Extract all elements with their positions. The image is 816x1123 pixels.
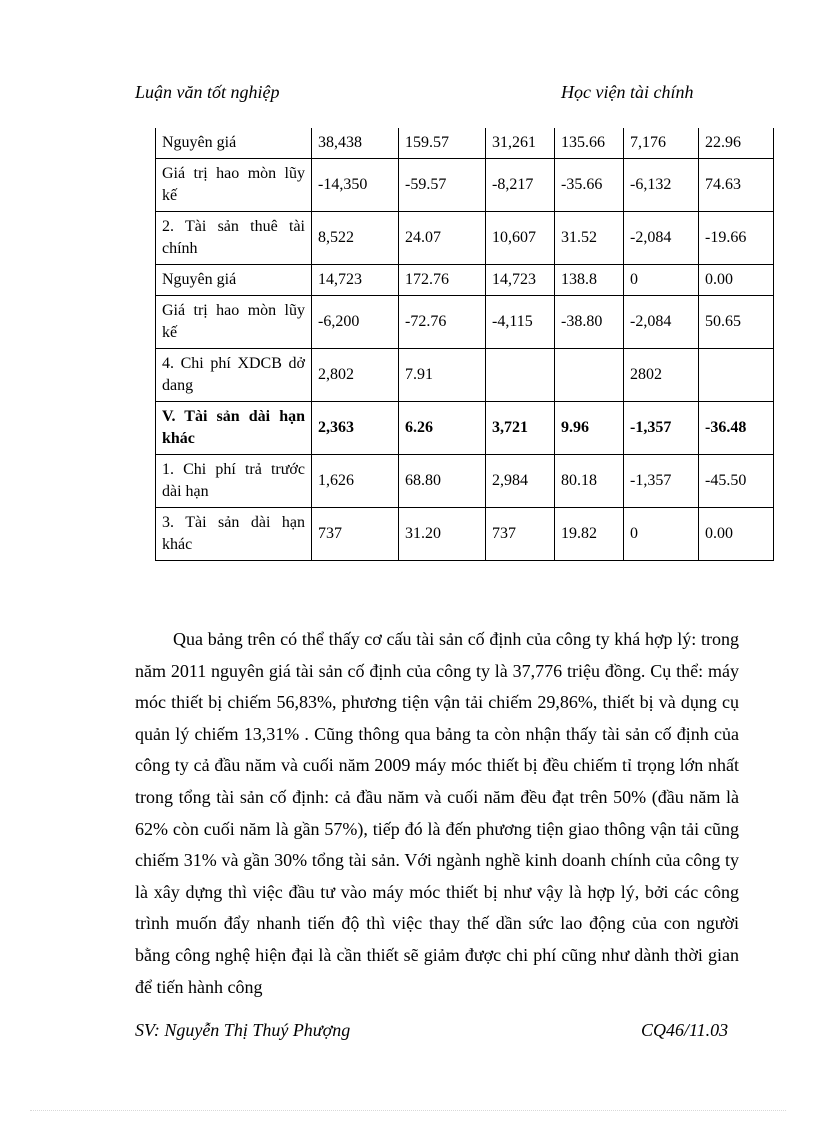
table-cell: -72.76 [399, 296, 486, 349]
table-cell: -6,200 [312, 296, 399, 349]
table-cell: 737 [312, 508, 399, 561]
table-cell: -45.50 [699, 455, 774, 508]
table-cell: 2802 [624, 349, 699, 402]
table-cell: 0 [624, 265, 699, 296]
row-label: V. Tài sản dài hạn khác [156, 402, 312, 455]
table-cell: 138.8 [555, 265, 624, 296]
table-cell: 1,626 [312, 455, 399, 508]
table-cell: 8,522 [312, 212, 399, 265]
table-cell: 6.26 [399, 402, 486, 455]
table-cell: -1,357 [624, 455, 699, 508]
table-cell: -1,357 [624, 402, 699, 455]
footer-student-name: SV: Nguyễn Thị Thuý Phượng [135, 1020, 351, 1040]
table-cell: 135.66 [555, 128, 624, 159]
table-cell: 0 [624, 508, 699, 561]
header-institution: Học viện tài chính [561, 82, 694, 102]
table-row [156, 265, 774, 296]
row-label: 2. Tài sản thuê tài chính [156, 212, 312, 265]
table-cell: 24.07 [399, 212, 486, 265]
row-label: 1. Chi phí trả trước dài hạn [156, 455, 312, 508]
table-row [156, 296, 774, 349]
table-cell: 0.00 [699, 265, 774, 296]
table-cell [699, 349, 774, 402]
row-label: Giá trị hao mòn lũy kế [156, 296, 312, 349]
table-cell: 7,176 [624, 128, 699, 159]
asset-table [155, 128, 774, 561]
table-cell: -6,132 [624, 159, 699, 212]
table-cell: -2,084 [624, 296, 699, 349]
row-label: Nguyên giá [156, 265, 312, 296]
page-bottom-divider [30, 1110, 786, 1111]
table-cell: -2,084 [624, 212, 699, 265]
table-cell: -4,115 [486, 296, 555, 349]
footer-class-code: CQ46/11.03 [641, 1020, 729, 1040]
table-row [156, 212, 774, 265]
table-cell: -59.57 [399, 159, 486, 212]
table-cell: 172.76 [399, 265, 486, 296]
row-label: Nguyên giá [156, 128, 312, 159]
table-row [156, 455, 774, 508]
table-cell [486, 349, 555, 402]
header-thesis-title: Luận văn tốt nghiệp [135, 82, 280, 102]
table-cell: 9.96 [555, 402, 624, 455]
table-cell: 159.57 [399, 128, 486, 159]
table-row [156, 128, 774, 159]
table-cell: -14,350 [312, 159, 399, 212]
table-cell: 2,984 [486, 455, 555, 508]
row-label: Giá trị hao mòn lũy kế [156, 159, 312, 212]
table-cell: 3,721 [486, 402, 555, 455]
table-cell: 7.91 [399, 349, 486, 402]
table-cell: -36.48 [699, 402, 774, 455]
table-cell: -8,217 [486, 159, 555, 212]
table-cell: 2,363 [312, 402, 399, 455]
table-cell: 80.18 [555, 455, 624, 508]
table-row [156, 402, 774, 455]
table-cell: 2,802 [312, 349, 399, 402]
body-paragraph: Qua bảng trên có thể thấy cơ cấu tài sản cố định của công ty khá hợp lý: trong năm 2011 nguyên giá tài sản cố định của công ty là 37,776 triệu đồng. Cụ thể: máy móc thiết bị chiếm 56,83%, phương tiện vận tải chiếm 29,86%, thiết bị và dụng cụ quản lý chiếm 13,31% . Cũng thông qua bảng ta còn nhận thấy tài sản cố định của công ty cả đầu năm và cuối năm 2009 máy móc thiết bị đều chiếm tỉ trọng lớn nhất trong tổng tài sản cố định: cả đầu năm và cuối năm đều đạt trên 50% (đầu năm là 62% còn cuối năm là gần 57%), tiếp đó là đến phương tiện giao thông vận tải cũng chiếm 31% và gần 30% tổng tài sản. Với ngành nghề kinh doanh chính của công ty là xây dựng thì việc đầu tư vào máy móc thiết bị như vậy là hợp lý, bởi các công trình muốn đẩy nhanh tiến độ thì việc thay thế dần sức lao động của con người bằng công nghệ hiện đại là cần thiết sẽ giảm được chi phí cũng như dành thời gian để tiến hành công [135, 629, 739, 997]
table-cell: 50.65 [699, 296, 774, 349]
table-cell: 19.82 [555, 508, 624, 561]
table-cell: 31,261 [486, 128, 555, 159]
table-cell: 14,723 [486, 265, 555, 296]
body-text [135, 624, 739, 1003]
table-cell: 31.20 [399, 508, 486, 561]
row-label: 3. Tài sản dài hạn khác [156, 508, 312, 561]
row-label: 4. Chi phí XDCB dở dang [156, 349, 312, 402]
table-cell [555, 349, 624, 402]
table-cell: -19.66 [699, 212, 774, 265]
table-row [156, 508, 774, 561]
table-cell: 74.63 [699, 159, 774, 212]
asset-table-body [156, 128, 774, 561]
table-cell: 737 [486, 508, 555, 561]
table-cell: 10,607 [486, 212, 555, 265]
table-cell: 0.00 [699, 508, 774, 561]
table-cell: 68.80 [399, 455, 486, 508]
table-row [156, 349, 774, 402]
table-row [156, 159, 774, 212]
table-cell: 14,723 [312, 265, 399, 296]
table-cell: 22.96 [699, 128, 774, 159]
table-cell: -35.66 [555, 159, 624, 212]
table-cell: 31.52 [555, 212, 624, 265]
table-cell: -38.80 [555, 296, 624, 349]
table-cell: 38,438 [312, 128, 399, 159]
